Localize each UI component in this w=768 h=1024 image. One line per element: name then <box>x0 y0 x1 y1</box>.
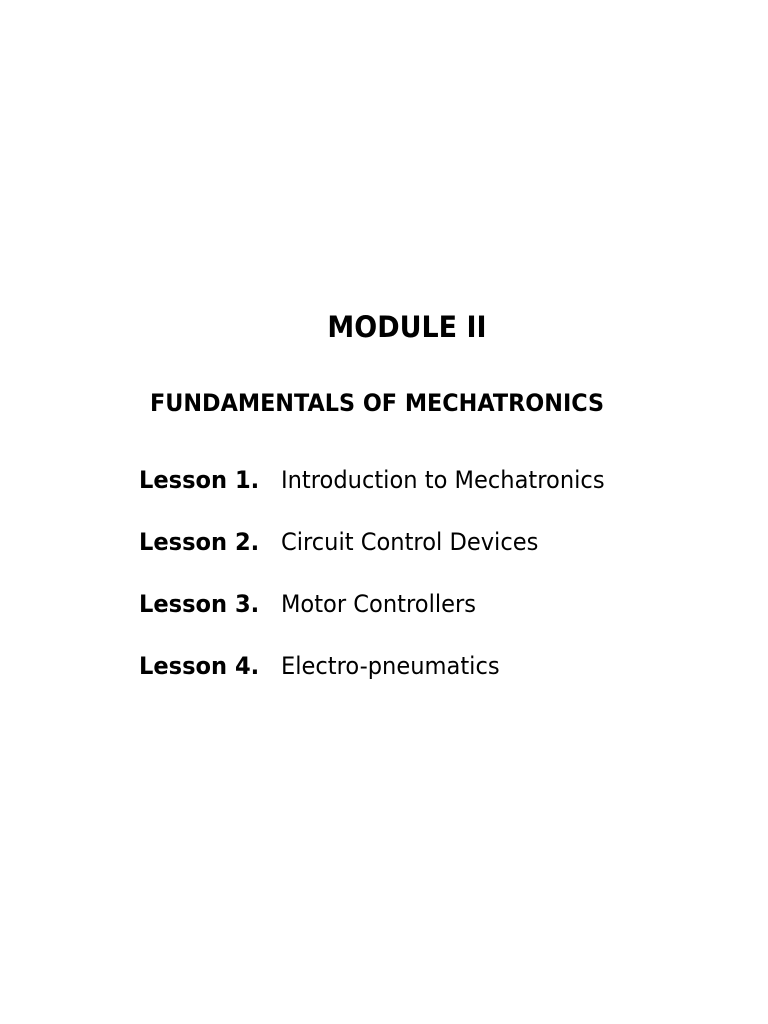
lesson-title: Electro-pneumatics <box>280 652 500 680</box>
module-title: MODULE II <box>327 310 487 344</box>
lesson-title: Motor Controllers <box>280 590 477 618</box>
lesson-number: Lesson 4. <box>139 652 260 680</box>
lesson-title: Introduction to Mechatronics <box>280 466 605 494</box>
lesson-number: Lesson 1. <box>139 466 260 494</box>
module-subtitle: FUNDAMENTALS OF MECHATRONICS <box>150 389 605 417</box>
lesson-item <box>139 652 605 714</box>
lesson-list <box>139 466 634 714</box>
lesson-title: Circuit Control Devices <box>280 528 539 556</box>
lesson-item <box>139 466 605 528</box>
lesson-item <box>139 528 605 590</box>
lesson-number: Lesson 2. <box>139 528 260 556</box>
lesson-number: Lesson 3. <box>139 590 260 618</box>
lesson-item <box>139 590 605 652</box>
